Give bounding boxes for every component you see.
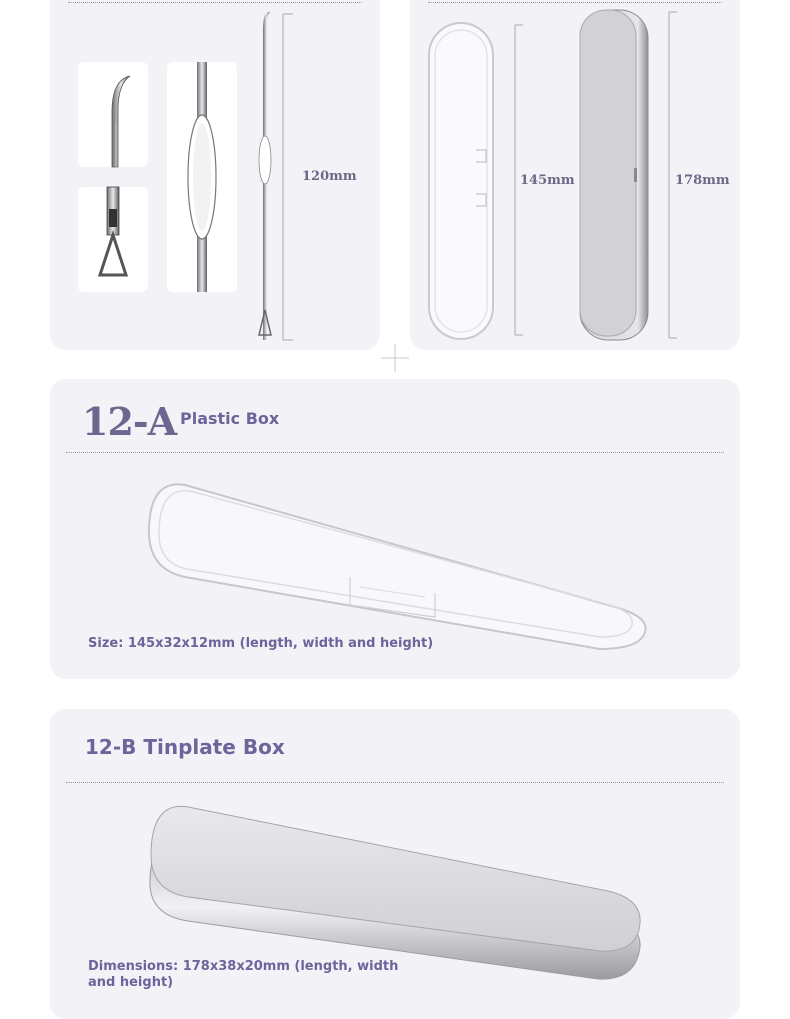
plastic-box-size: Size: 145x32x12mm (length, width and height) — [88, 636, 434, 651]
dimension-label-178: 178mm — [675, 173, 730, 188]
tin-box-image — [148, 805, 643, 985]
divider — [66, 452, 724, 453]
hook-tip-image — [78, 62, 148, 167]
plastic-box-vertical-image — [428, 22, 494, 340]
tin-box-card — [50, 709, 740, 1019]
dimension-label-120: 120mm — [302, 169, 357, 184]
divider — [428, 2, 722, 3]
tool-detail-card — [50, 0, 380, 350]
divider — [66, 782, 724, 783]
plastic-box-code: 12-A — [82, 399, 177, 444]
plastic-box-card — [50, 379, 740, 679]
handle-thumbnail — [167, 62, 237, 292]
plastic-box-name: Plastic Box — [180, 409, 280, 428]
tin-box-vertical-image — [578, 10, 650, 340]
dimension-label-145: 145mm — [520, 173, 575, 188]
boxes-dimension-card — [410, 0, 740, 350]
divider — [68, 2, 362, 3]
crosshair-mark — [381, 344, 409, 372]
triangle-tip-image — [78, 187, 148, 292]
plastic-box-image — [145, 477, 655, 657]
tin-box-size: Dimensions: 178x38x20mm (length, width and height) — [88, 959, 399, 990]
handle-image — [167, 62, 237, 292]
full-tool-image — [250, 10, 280, 340]
tin-box-title: 12-B Tinplate Box — [85, 735, 285, 759]
triangle-tip-thumbnail — [78, 187, 148, 292]
hook-tip-thumbnail — [78, 62, 148, 167]
dimension-line-120 — [282, 14, 294, 340]
